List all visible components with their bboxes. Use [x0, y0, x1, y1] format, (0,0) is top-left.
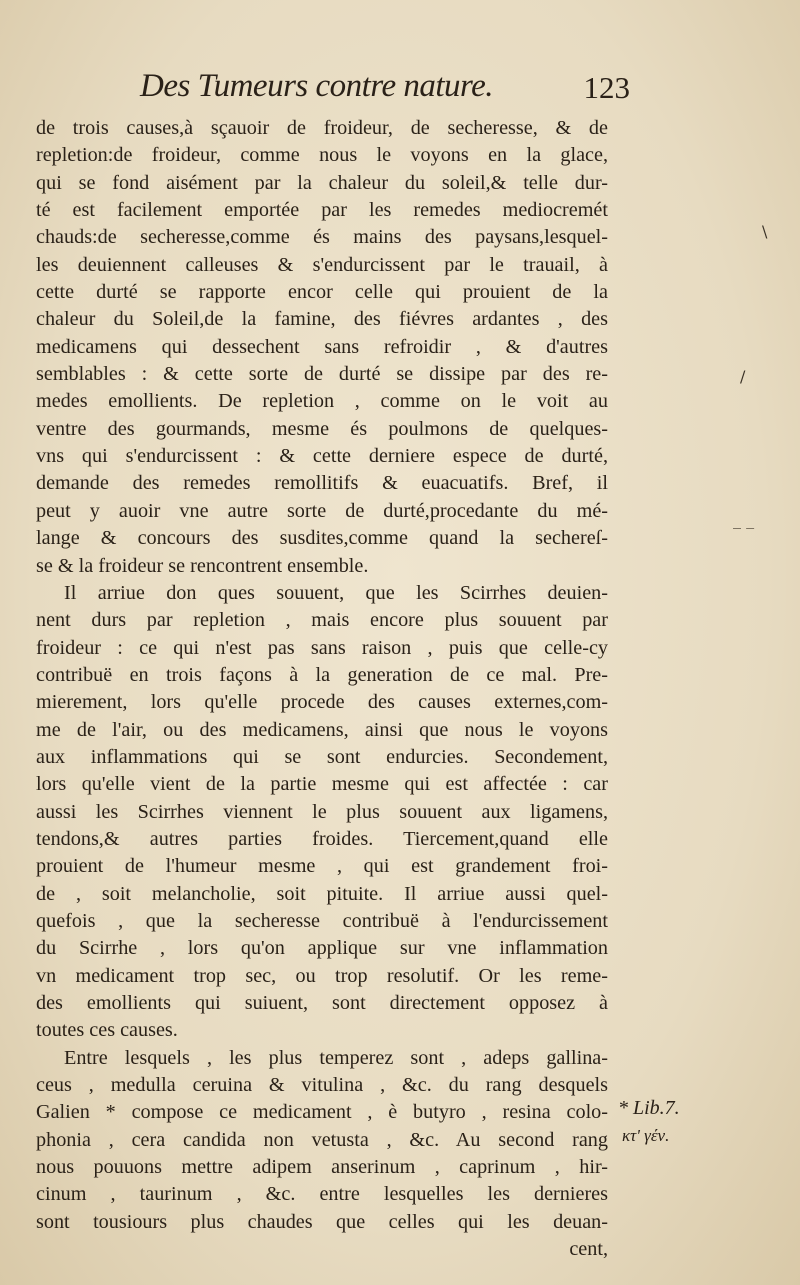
text-line: sont tousiours plus chaudes que celles qui les deuan-	[36, 1210, 608, 1233]
text-line: té est facilement emportée par les remedes mediocremét	[36, 199, 608, 222]
page-header	[140, 68, 630, 118]
page-number: 123	[583, 70, 630, 105]
margin-stray-mark: _ _	[733, 510, 755, 529]
text-line: Galien * compose ce medicament , è butyro , resina colo-	[36, 1101, 608, 1124]
text-line: lors qu'elle vient de la partie mesme qui est affectée : car	[36, 773, 608, 796]
text-line: de , soit melancholie, soit pituite. Il arriue aussi quel-	[36, 882, 608, 905]
margin-note-chapter: κτ' γέν.	[622, 1126, 670, 1145]
text-line: des emollients qui suiuent, sont directement opposez à	[36, 992, 608, 1014]
text-line: nous pouuons mettre adipem anserinum , caprinum , hir-	[36, 1156, 608, 1179]
text-line: Entre lesquels , les plus temperez sont , adeps gallina-	[64, 1046, 608, 1069]
text-line: peut y auoir vne autre sorte de durté,procedante du mé-	[36, 499, 608, 522]
text-line: ventre des gourmands, mesme és poulmons de quelques-	[36, 417, 608, 440]
text-line: toutes ces causes.	[36, 1019, 178, 1042]
text-line: medicamens qui dessechent sans refroidir , & d'autres	[36, 335, 608, 358]
text-line: nent durs par repletion , mais encore plus souuent par	[36, 609, 608, 632]
text-line: se & la froideur se rencontrent ensemble.	[36, 554, 369, 577]
text-line: mierement, lors qu'elle procede des causes externes,com-	[36, 691, 608, 714]
text-line: tendons,& autres parties froides. Tiercement,quand elle	[36, 827, 608, 850]
text-line: cette durté se rapporte encor celle qui prouient de la	[36, 281, 608, 304]
text-line: froideur : ce qui n'est pas sans raison , puis que celle-cy	[36, 636, 608, 659]
text-line: chaleur du Soleil,de la famine, des fiévres ardantes , des	[36, 308, 608, 331]
text-line: ceus , medulla ceruina & vitulina , &c. du rang desquels	[36, 1074, 608, 1097]
text-line: vns qui s'endurcissent : & cette derniere espece de durté,	[36, 445, 608, 468]
margin-note-reference: * Lib.7.	[618, 1097, 680, 1119]
text-line: vn medicament trop sec, ou trop resolutif. Or les reme-	[36, 964, 608, 987]
margin-stray-mark: /	[740, 367, 746, 386]
text-line: cinum , taurinum , &c. entre lesquelles les dernieres	[36, 1183, 608, 1206]
text-line: les deuiennent calleuses & s'endurcissent par le trauail, à	[36, 253, 608, 276]
text-line: me de l'air, ou des medicamens, ainsi que nous le voyons	[36, 718, 608, 741]
text-line: demande des remedes remollitifs & euacuatifs. Bref, il	[36, 472, 608, 495]
margin-stray-mark: \	[762, 222, 768, 241]
body-text	[36, 115, 608, 1263]
text-line: contribuë en trois façons à la generation de ce mal. Pre-	[36, 663, 608, 686]
text-line: repletion:de froideur, comme nous le voyons en la glace,	[36, 144, 608, 167]
text-line: de trois causes,à sçauoir de froideur, de secheresse, & de	[36, 117, 608, 139]
running-title: Des Tumeurs contre nature.	[140, 68, 494, 104]
text-line: lange & concours des susdites,comme quand la sechereſ-	[36, 527, 608, 550]
text-line: phonia , cera candida non vetusta , &c. Au second rang	[36, 1128, 608, 1151]
catchword: cent,	[569, 1238, 608, 1261]
text-line: semblables : & cette sorte de durté se dissipe par des re-	[36, 363, 608, 386]
text-line: medes emollients. De repletion , comme on le voit au	[36, 390, 608, 413]
text-line: aussi les Scirrhes viennent le plus souuent aux ligamens,	[36, 800, 608, 823]
text-line: qui se fond aisément par la chaleur du soleil,& telle dur-	[36, 171, 608, 194]
text-line: Il arriue don ques souuent, que les Scirrhes deuien-	[64, 581, 608, 604]
text-line: quefois , que la secheresse contribuë à l'endurcissement	[36, 909, 608, 932]
text-line: chauds:de secheresse,comme és mains des paysans,lesquel-	[36, 226, 608, 249]
text-line: aux inflammations qui se sont endurcies. Secondement,	[36, 745, 608, 768]
text-line: du Scirrhe , lors qu'on applique sur vne inflammation	[36, 937, 608, 960]
margin-note	[618, 1095, 718, 1149]
text-line: prouient de l'humeur mesme , qui est grandement froi-	[36, 855, 608, 878]
